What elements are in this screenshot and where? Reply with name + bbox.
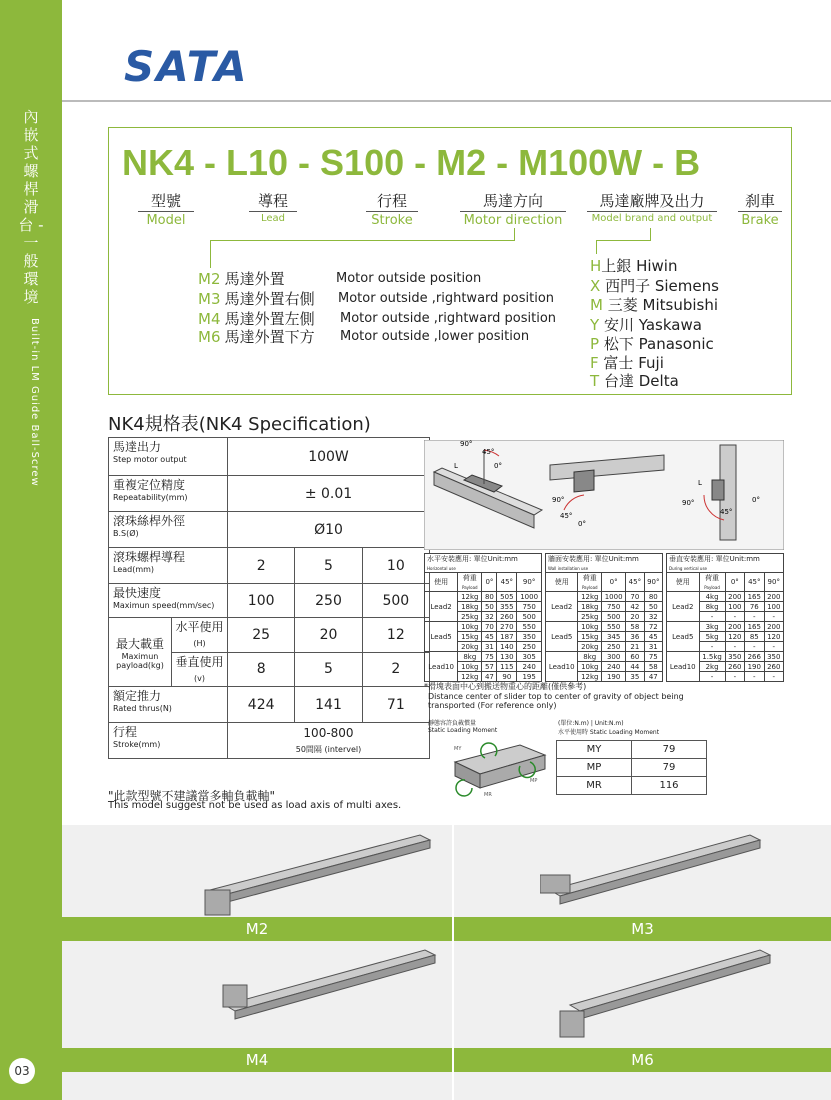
moment-left-head: 靜態容許負載慣量 Static Loading Moment [428, 720, 498, 734]
spec-value: 100-800 50間隔 (intervel) [228, 723, 430, 759]
sidebar-title-cn: 內嵌式螺桿滑台 - 一般環境 [18, 108, 44, 306]
moment-right-head: (單位:N.m) | Unit:N.m) 水平使用時 Static Loading Moment [558, 720, 660, 736]
spec-value: 20 [295, 618, 362, 653]
angle-label: 45° [482, 448, 495, 456]
spec-value: 71 [362, 687, 429, 723]
product-photo-m2 [200, 830, 440, 920]
field-lead-cn: 導程 [257, 192, 288, 210]
direction-option: M6 馬達外置下方 Motor outside ,lower position [198, 328, 530, 346]
cog-note-en: Distance center of slider top to center of gravity of object being transported (For reference only) [428, 692, 684, 710]
field-motor-brand-en: Model brand and output [587, 211, 717, 224]
brand-option: F 富士 Fuji [590, 354, 664, 372]
moment-label: MP [530, 778, 538, 784]
load-table-title: 水平安裝應用: 單位Unit:mm Horizontal use [425, 554, 542, 573]
angle-label: 45° [560, 512, 573, 520]
field-stroke-en: Stroke [366, 211, 418, 228]
product-photo-m4 [215, 945, 455, 1045]
connector-direction-v1 [514, 228, 515, 240]
field-model [138, 190, 194, 228]
field-stroke-cn: 行程 [376, 192, 407, 210]
spec-label: 額定推力 Rated thrus(N) [109, 687, 228, 723]
moment-value: 116 [632, 777, 707, 795]
spec-value: 12 [362, 618, 429, 653]
spec-value: 2 [362, 652, 429, 687]
page-number: 03 [9, 1058, 35, 1084]
sata-logo: SATA [124, 42, 249, 91]
field-motor-direction [460, 190, 566, 228]
brand-option: Y 安川 Yaskawa [590, 316, 702, 334]
length-label: L [698, 479, 702, 487]
field-motor-direction-en: Motor direction [460, 211, 566, 228]
field-stroke [366, 190, 418, 228]
spec-value: 2 [228, 548, 295, 584]
model-code: NK4 - L10 - S100 - M2 - M100W - B [122, 142, 701, 183]
angle-label: 90° [552, 496, 565, 504]
spec-value: Ø10 [228, 512, 430, 548]
angle-label: 0° [494, 462, 502, 470]
field-motor-brand-cn: 馬達廠牌及出力 [599, 192, 705, 210]
field-lead-en: Lead [249, 211, 297, 224]
spec-value: ± 0.01 [228, 476, 430, 512]
field-brake-cn: 刹車 [744, 192, 775, 210]
spec-label: 馬達出力 Step motor output [109, 438, 228, 476]
sidebar-title-en: Built-in LM Guide Ball-Screw [29, 318, 40, 487]
load-table-title: 垂直安裝應用: 單位Unit:mm During vertical use [667, 554, 784, 573]
field-brake-en: Brake [738, 211, 782, 228]
connector-brand-h [596, 240, 651, 241]
angle-label: 45° [720, 508, 733, 516]
brand-option: T 台達 Delta [590, 372, 679, 390]
connector-brand-v1 [650, 228, 651, 240]
moment-key: MP [557, 759, 632, 777]
spec-value: 5 [295, 548, 362, 584]
photo-caption-m2: M2 [62, 917, 452, 941]
direction-option: M4 馬達外置左側 Motor outside ,rightward position [198, 310, 557, 328]
moment-label: MR [484, 792, 492, 798]
cog-note-cn: *滑塊表面中心到搬送物重心的距離(僅供參考) [424, 682, 587, 691]
load-table-vertical: 垂直安裝應用: 單位Unit:mm During vertical use 使用 荷重 Payload 0° 45° 90° Lead2 4kg 200 165 200 8kg 100 76 100 - - - - Lead5 3kg 200 165 200 5kg 120 85 120 - - - - Lead10 1.5kg 350 266 350 2kg 260 190 260 - - - - [666, 553, 784, 682]
header-divider [62, 100, 831, 102]
spec-label: 重複定位精度 Repeatability(mm) [109, 476, 228, 512]
photo-caption-m3: M3 [454, 917, 831, 941]
connector-direction-h [210, 240, 515, 241]
photo-caption-m6: M6 [454, 1048, 831, 1072]
length-label: L [454, 462, 458, 470]
moment-key: MR [557, 777, 632, 795]
brand-option: H上銀 Hiwin [590, 257, 678, 275]
spec-value: 8 [228, 652, 295, 687]
moment-diagram [450, 740, 550, 798]
load-table-wall: 牆面安裝應用: 單位Unit:mm Wall installation use 使用 荷重 Payload 0° 45° 90° Lead2 12kg 1000 70 80 18kg 750 42 50 25kg 500 20 32 Lead5 10kg 550 58 72 15kg 345 36 45 20kg 250 21 31 Lead10 8kg 300 60 75 10kg 240 44 58 12kg 190 35 47 [545, 553, 663, 682]
spec-table [108, 437, 430, 759]
direction-option: M2 馬達外置 Motor outside position [198, 270, 482, 288]
installation-diagrams [424, 440, 784, 550]
spec-label: 行程 Stroke(mm) [109, 723, 228, 759]
field-model-cn: 型號 [150, 192, 181, 210]
angle-label: 0° [752, 496, 760, 504]
spec-value: 25 [228, 618, 295, 653]
field-brake [738, 190, 782, 228]
product-photo-m3 [540, 830, 780, 920]
field-model-en: Model [138, 211, 194, 228]
moment-value: 79 [632, 759, 707, 777]
moment-label: MY [454, 746, 462, 752]
spec-value: 100W [228, 438, 430, 476]
spec-value: 100 [228, 584, 295, 618]
spec-label: 最快速度 Maximun speed(mm/sec) [109, 584, 228, 618]
product-photo-m6 [550, 945, 790, 1045]
moment-key: MY [557, 741, 632, 759]
note-en: This model suggest not be used as load axis of multi axes. [108, 800, 402, 811]
connector-brand-v2 [596, 240, 597, 254]
field-motor-brand [587, 190, 717, 224]
spec-title: NK4規格表(NK4 Specification) [108, 414, 371, 435]
moment-value: 79 [632, 741, 707, 759]
brand-option: M 三菱 Mitsubishi [590, 296, 719, 314]
spec-value: 424 [228, 687, 295, 723]
photo-caption-m4: M4 [62, 1048, 452, 1072]
moment-table [556, 740, 707, 795]
field-lead [249, 190, 297, 224]
spec-value: 141 [295, 687, 362, 723]
load-table-title: 牆面安裝應用: 單位Unit:mm Wall installation use [546, 554, 663, 573]
angle-label: 90° [682, 499, 695, 507]
spec-value: 250 [295, 584, 362, 618]
spec-label-payload: 最大載重 Maximun payload(kg) 水平使用 (H) 垂直使用 (v) [109, 618, 228, 687]
load-table-horizontal: 水平安裝應用: 單位Unit:mm Horizontal use 使用 荷重 Payload 0° 45° 90° Lead2 12kg 80 505 1000 18kg 50 355 750 25kg 32 260 500 Lead5 10kg 70 270 550 15kg 45 187 350 20kg 31 140 250 Lead10 8kg 75 130 305 10kg 57 115 240 12kg 47 90 195 [424, 553, 542, 682]
connector-direction-v2 [210, 240, 211, 268]
spec-value: 10 [362, 548, 429, 584]
note-cn: "此款型號不建議當多軸負載軸" [108, 789, 276, 803]
spec-label: 滾珠螺桿導程 Lead(mm) [109, 548, 228, 584]
spec-value: 500 [362, 584, 429, 618]
spec-label: 滾珠絲桿外徑 B.S(Ø) [109, 512, 228, 548]
cog-note [424, 681, 684, 710]
brand-option: P 松下 Panasonic [590, 335, 714, 353]
angle-label: 0° [578, 520, 586, 528]
spec-value: 5 [295, 652, 362, 687]
field-motor-direction-cn: 馬達方向 [482, 192, 543, 210]
angle-label: 90° [460, 440, 473, 448]
brand-option: X 西門子 Siemens [590, 277, 719, 295]
direction-option: M3 馬達外置右側 Motor outside ,rightward position [198, 290, 555, 308]
